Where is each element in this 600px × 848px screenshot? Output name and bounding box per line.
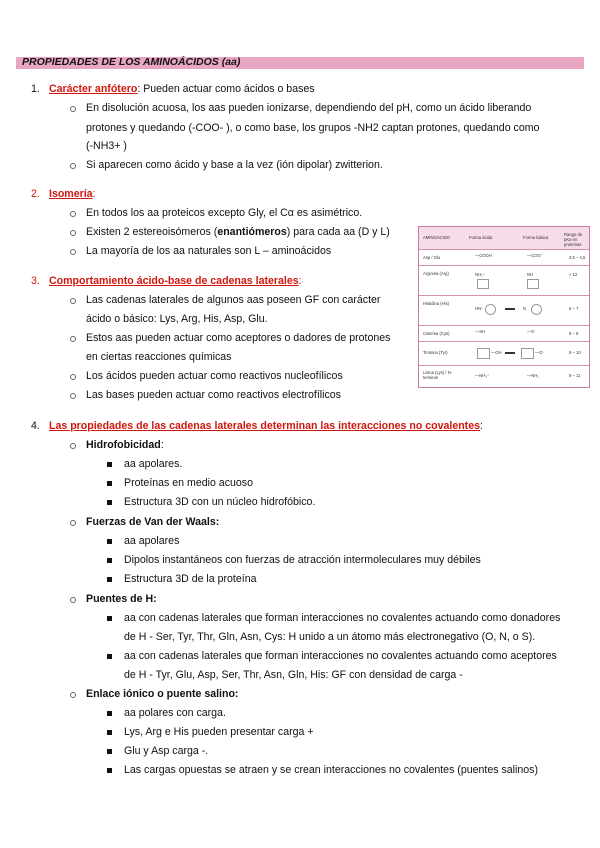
- row-pka: > 12: [569, 272, 578, 277]
- molecule-sketch: [527, 279, 539, 289]
- bullet-icon: [70, 597, 76, 603]
- vdw-item-2: Dipolos instantáneos con fuerzas de atracción intermoleculares muy débiles: [124, 554, 481, 566]
- square-bullet-icon: [107, 462, 112, 467]
- table-header-aa: AMINOÁCIDO: [423, 235, 450, 240]
- bullet-icon: [70, 393, 76, 399]
- section-3-line: [49, 274, 302, 288]
- s1-bullet-2: Si aparecen como ácido y base a la vez (ión dipolar) zwitterion.: [86, 159, 383, 171]
- section-2-line: [49, 187, 96, 201]
- row-acid: —SH: [475, 329, 486, 334]
- equilibrium-arrow: [505, 352, 515, 354]
- bullet-icon: [70, 298, 76, 304]
- ionic-title: Enlace iónico o puente salino:: [86, 688, 239, 700]
- row-acid: NH₂⁺: [475, 272, 485, 277]
- hbond-item-1a: aa con cadenas laterales que forman interacciones no covalentes actuando como donadores: [124, 612, 561, 624]
- ring-sketch: [485, 304, 496, 315]
- s3-bullet-1a: Las cadenas laterales de algunos aas poseen GF con carácter: [86, 294, 381, 306]
- square-bullet-icon: [107, 768, 112, 773]
- square-bullet-icon: [107, 616, 112, 621]
- square-bullet-icon: [107, 481, 112, 486]
- table-row: [419, 295, 589, 326]
- equilibrium-arrow: [505, 308, 515, 310]
- section-3-heading: Comportamiento ácido-base de cadenas laterales: [49, 275, 299, 287]
- row-aa: Tirosina (Tyr): [423, 350, 448, 355]
- s1-bullet-1b: protones y quedando (-COO- ), o como base, los grupos -NH2 captan protones, quedando como: [86, 122, 540, 134]
- ionic-item-3: Glu y Asp carga -.: [124, 745, 209, 757]
- row-aa: Lisina (Lys) / N-terminal: [423, 370, 453, 380]
- section-3-colon: :: [298, 275, 302, 287]
- bullet-icon: [70, 211, 76, 217]
- bullet-icon: [70, 692, 76, 698]
- row-acid: —NH₃⁺: [475, 373, 490, 378]
- section-4-colon: :: [480, 420, 483, 432]
- hidro-colon: :: [160, 439, 164, 451]
- square-bullet-icon: [107, 539, 112, 544]
- row-aa: Arginina (Arg): [423, 271, 449, 276]
- vdw-item-1: aa apolares: [124, 535, 180, 547]
- section-1-heading: Carácter anfótero: [49, 83, 138, 95]
- hbond-title: Puentes de H:: [86, 593, 157, 605]
- bullet-icon: [70, 249, 76, 255]
- s2-bullet-2-post: ) para cada aa (D y L): [286, 226, 390, 238]
- s2-bullet-2-pre: Existen 2 estereoisómeros (: [86, 226, 218, 238]
- row-acid: —OH: [491, 350, 502, 355]
- row-pka: 9 – 11: [569, 373, 581, 378]
- table-row: [419, 249, 589, 266]
- table-row: [419, 365, 589, 387]
- hidro-title-line: [86, 438, 164, 452]
- pka-table-image: [418, 226, 590, 388]
- ionic-item-1: aa polares con carga.: [124, 707, 226, 719]
- square-bullet-icon: [107, 577, 112, 582]
- square-bullet-icon: [107, 654, 112, 659]
- row-acid: HN⁺: [475, 306, 484, 311]
- s2-bullet-2-bold: enantiómeros: [217, 226, 287, 238]
- table-header-base: Forma básica: [523, 235, 549, 240]
- ionic-item-4: Las cargas opuestas se atraen y se crean interacciones no covalentes (puentes salinos): [124, 764, 538, 776]
- section-4-line: [49, 419, 483, 433]
- table-row: [419, 341, 589, 366]
- s3-bullet-1b: ácido o básico: Lys, Arg, His, Asp, Glu.: [86, 313, 268, 325]
- benzene-ring-sketch: [521, 348, 534, 359]
- row-base: —O⁻: [535, 350, 545, 355]
- row-aa: Asp / Glu: [423, 255, 441, 260]
- bullet-icon: [70, 230, 76, 236]
- s2-bullet-1: En todos los aa proteicos excepto Gly, el Cα es asimétrico.: [86, 207, 363, 219]
- table-row: [419, 265, 589, 296]
- vdw-title: Fuerzas de Van der Waals:: [86, 516, 220, 528]
- ring-sketch: [531, 304, 542, 315]
- bullet-icon: [70, 106, 76, 112]
- square-bullet-icon: [107, 730, 112, 735]
- ionic-item-2: Lys, Arg e His pueden presentar carga +: [124, 726, 314, 738]
- hidro-title: Hidrofobicidad: [86, 439, 161, 451]
- hbond-item-2b: de H - Tyr, Glu, Asp, Ser, Thr, Asn, Gln, His: GF con densidad de carga -: [124, 669, 463, 681]
- table-header-pka: Rango de pKa en proteínas: [564, 232, 583, 247]
- bullet-icon: [70, 163, 76, 169]
- section-1-line: [49, 82, 315, 96]
- bullet-icon: [70, 443, 76, 449]
- s3-bullet-3: Los ácidos pueden actuar como reactivos nucleofílicos: [86, 370, 343, 382]
- square-bullet-icon: [107, 711, 112, 716]
- row-base: —COO⁻: [527, 253, 543, 258]
- s3-bullet-2b: en ciertas reacciones químicas: [86, 351, 232, 363]
- molecule-sketch: [477, 279, 489, 289]
- row-pka: 8 – 9: [569, 331, 579, 336]
- row-base: N: [523, 306, 527, 311]
- table-row: [419, 325, 589, 342]
- row-acid: —COOH: [475, 253, 492, 258]
- row-aa: Cisteína (Cys): [423, 331, 450, 336]
- s2-bullet-2: [86, 225, 390, 239]
- row-base: NH: [527, 272, 534, 277]
- section-1-number: 1.: [31, 83, 40, 95]
- benzene-ring-sketch: [477, 348, 490, 359]
- s3-bullet-4: Las bases pueden actuar como reactivos electrofílicos: [86, 389, 341, 401]
- vdw-item-3: Estructura 3D de la proteína: [124, 573, 257, 585]
- row-pka: 9 – 10: [569, 350, 581, 355]
- hbond-item-2a: aa con cadenas laterales que forman interacciones no covalentes actuando como aceptores: [124, 650, 557, 662]
- bullet-icon: [70, 374, 76, 380]
- s1-bullet-1a: En disolución acuosa, los aas pueden ionizarse, dependiendo del pH, como un ácido liberando: [86, 102, 532, 114]
- section-4-number: 4.: [31, 420, 40, 432]
- section-4-heading: Las propiedades de las cadenas laterales determinan las interacciones no covalentes: [49, 420, 480, 432]
- hidro-item-3: Estructura 3D con un núcleo hidrofóbico.: [124, 496, 316, 508]
- square-bullet-icon: [107, 500, 112, 505]
- hidro-item-1: aa apolares.: [124, 458, 183, 470]
- section-3-number: 3.: [31, 275, 40, 287]
- s1-bullet-1c: (-NH3+ ): [86, 140, 127, 152]
- table-header-acid: Forma ácida: [469, 235, 493, 240]
- row-pka: 3,5 – 4,5: [569, 255, 586, 260]
- section-2-number: 2.: [31, 188, 40, 200]
- row-base: —S⁻: [527, 329, 537, 334]
- square-bullet-icon: [107, 558, 112, 563]
- section-1-intro: : Pueden actuar como ácidos o bases: [137, 83, 315, 95]
- bullet-icon: [70, 336, 76, 342]
- s2-bullet-3: La mayoría de los aa naturales son L – aminoácidos: [86, 245, 332, 257]
- hidro-item-2: Proteínas en medio acuoso: [124, 477, 253, 489]
- page-title: PROPIEDADES DE LOS AMINOÁCIDOS (aa): [22, 56, 241, 68]
- row-aa: Histidina (His): [423, 301, 450, 306]
- title-banner: [16, 57, 584, 69]
- bullet-icon: [70, 520, 76, 526]
- row-pka: 6 – 7: [569, 306, 579, 311]
- square-bullet-icon: [107, 749, 112, 754]
- hbond-item-1b: de H - Ser, Tyr, Thr, Gln, Asn, Cys: H unido a un átomo más electronegativo (O, N, o S).: [124, 631, 536, 643]
- section-2-heading: Isomería: [49, 188, 93, 200]
- row-base: —NH₂: [527, 373, 539, 378]
- section-2-colon: :: [92, 188, 96, 200]
- s3-bullet-2a: Estos aas pueden actuar como aceptores o dadores de protones: [86, 332, 391, 344]
